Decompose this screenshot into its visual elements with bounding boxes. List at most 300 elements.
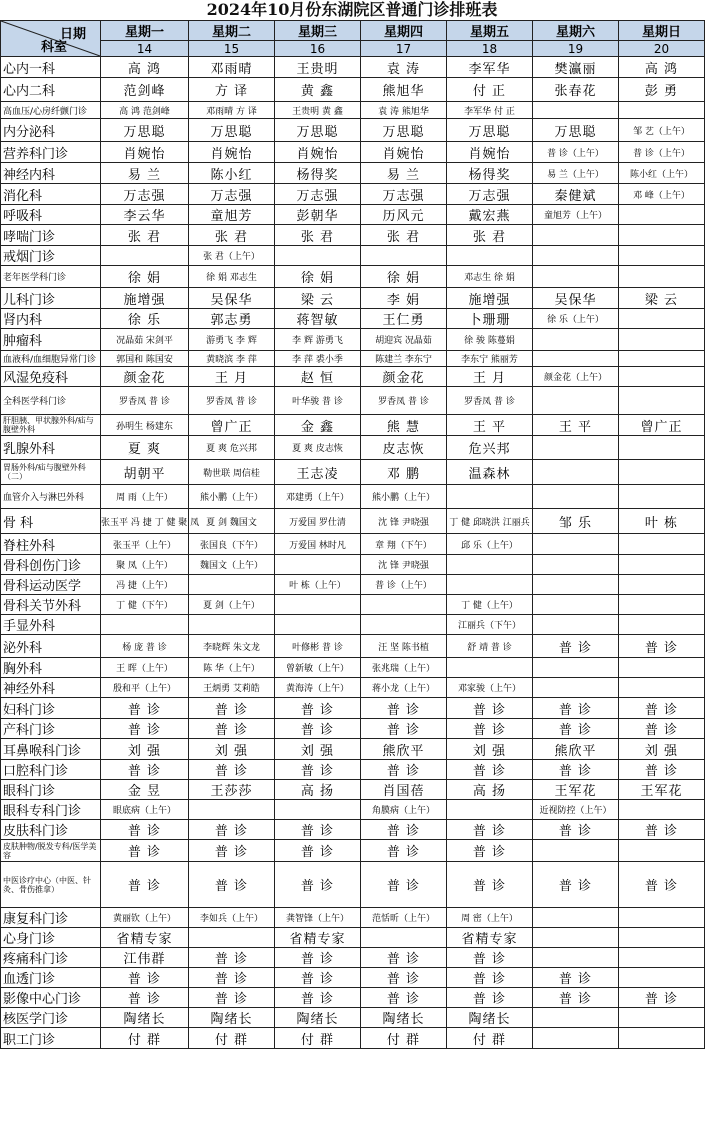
schedule-cell: 万志强: [447, 184, 533, 205]
schedule-cell: [619, 678, 705, 698]
schedule-cell: [619, 928, 705, 948]
dept-label: 科室: [41, 40, 68, 55]
schedule-cell: [619, 948, 705, 968]
schedule-cell: [619, 351, 705, 367]
schedule-cell: 罗香凤 普 诊: [189, 387, 275, 415]
table-row: [1, 142, 705, 163]
schedule-cell: 曾广正: [189, 415, 275, 436]
schedule-cell: [619, 266, 705, 288]
schedule-cell: 殷和平（上午）: [101, 678, 189, 698]
schedule-cell: 罗香凤 普 诊: [101, 387, 189, 415]
schedule-cell: 普 诊: [361, 948, 447, 968]
schedule-cell: 冯 捷（上午）: [101, 575, 189, 595]
department-name: 皮肤科门诊: [1, 820, 101, 840]
schedule-cell: 徐 娟: [101, 266, 189, 288]
schedule-cell: 童旭芳（上午）: [533, 205, 619, 225]
schedule-cell: 梁 云: [275, 288, 361, 309]
page-title: 2024年10月份东湖院区普通门诊排班表: [206, 0, 498, 19]
schedule-cell: 易 兰: [361, 163, 447, 184]
department-name: 儿科门诊: [1, 288, 101, 309]
schedule-cell: 普 诊: [447, 948, 533, 968]
schedule-cell: 黄丽钦（上午）: [101, 908, 189, 928]
table-row: [1, 635, 705, 658]
schedule-cell: 李东宁 熊丽芳: [447, 351, 533, 367]
schedule-cell: [619, 555, 705, 575]
schedule-cell: 叶 栋（上午）: [275, 575, 361, 595]
schedule-cell: 杨得奖: [447, 163, 533, 184]
schedule-cell: 普 诊: [189, 948, 275, 968]
schedule-cell: 陶绪长: [275, 1008, 361, 1028]
department-name: 疼痛科门诊: [1, 948, 101, 968]
date-number: 14: [101, 41, 189, 57]
schedule-cell: 徐 娟 邓志生: [189, 266, 275, 288]
schedule-cell: 蒋小龙（上午）: [361, 678, 447, 698]
schedule-cell: 皮志恢: [361, 436, 447, 460]
table-row: [1, 760, 705, 780]
department-name: 口腔科门诊: [1, 760, 101, 780]
schedule-cell: 普 诊: [275, 968, 361, 988]
schedule-cell: 罗香凤 普 诊: [447, 387, 533, 415]
schedule-body: [1, 57, 705, 1049]
schedule-cell: 陶绪长: [189, 1008, 275, 1028]
schedule-cell: 万爱国 林时凡: [275, 534, 361, 555]
schedule-cell: 徐 乐: [101, 309, 189, 329]
schedule-cell: [619, 534, 705, 555]
schedule-cell: 夏 爽: [101, 436, 189, 460]
schedule-cell: 普 诊: [361, 719, 447, 739]
table-row: [1, 329, 705, 351]
schedule-cell: [361, 615, 447, 635]
schedule-cell: [447, 555, 533, 575]
schedule-cell: 李如兵（上午）: [189, 908, 275, 928]
schedule-cell: 刘 强: [619, 739, 705, 760]
schedule-cell: 普 诊: [533, 760, 619, 780]
schedule-cell: 王 晖（上午）: [101, 658, 189, 678]
schedule-cell: 普 诊: [447, 820, 533, 840]
schedule-cell: [533, 266, 619, 288]
weekday-header: 星期日: [619, 21, 705, 41]
schedule-cell: 省精专家: [101, 928, 189, 948]
schedule-cell: 王仁勇: [361, 309, 447, 329]
schedule-cell: [619, 329, 705, 351]
schedule-cell: 付 群: [447, 1028, 533, 1049]
schedule-cell: 张 君（上午）: [189, 246, 275, 266]
schedule-cell: 历风元: [361, 205, 447, 225]
schedule-cell: 邓家骏（上午）: [447, 678, 533, 698]
schedule-cell: [447, 658, 533, 678]
table-row: [1, 509, 705, 534]
schedule-cell: 王炳勇 艾莉皓: [189, 678, 275, 698]
table-row: [1, 184, 705, 205]
schedule-cell: 普 诊: [619, 760, 705, 780]
schedule-cell: 肖婉怡: [275, 142, 361, 163]
schedule-cell: [619, 908, 705, 928]
schedule-cell: 高 扬: [275, 780, 361, 800]
schedule-cell: 金 鑫: [275, 415, 361, 436]
schedule-cell: [275, 555, 361, 575]
schedule-cell: [533, 595, 619, 615]
schedule-cell: 普 诊: [101, 988, 189, 1008]
schedule-cell: 丁 健（下午）: [101, 595, 189, 615]
schedule-cell: 张 君: [361, 225, 447, 246]
table-row: [1, 102, 705, 119]
schedule-cell: 普 诊: [101, 698, 189, 719]
schedule-cell: 勒世联 周信桂: [189, 460, 275, 485]
schedule-cell: 肖婉怡: [447, 142, 533, 163]
schedule-cell: [533, 1028, 619, 1049]
schedule-cell: 付 正: [447, 78, 533, 102]
table-row: [1, 266, 705, 288]
weekday-header: 星期二: [189, 21, 275, 41]
schedule-cell: 普 诊: [101, 968, 189, 988]
date-label: 日期: [59, 27, 86, 42]
schedule-cell: 李云华: [101, 205, 189, 225]
department-name: 高血压/心房纤颤门诊: [1, 102, 101, 119]
schedule-cell: [619, 485, 705, 509]
schedule-cell: 王 平: [447, 415, 533, 436]
department-name: 戒烟门诊: [1, 246, 101, 266]
schedule-cell: 李晓辉 朱文龙: [189, 635, 275, 658]
schedule-cell: 张春花: [533, 78, 619, 102]
schedule-cell: 邓 峰（上午）: [619, 184, 705, 205]
schedule-cell: 郭国和 陈国安: [101, 351, 189, 367]
schedule-cell: 王 平: [533, 415, 619, 436]
schedule-cell: 肖婉怡: [189, 142, 275, 163]
table-row: [1, 840, 705, 862]
schedule-cell: [101, 246, 189, 266]
schedule-cell: [619, 246, 705, 266]
schedule-cell: 沈 锋 尹晓强: [361, 509, 447, 534]
department-name: 风湿免疫科: [1, 367, 101, 387]
department-name: 中医诊疗中心（中医、针灸、骨伤推拿）: [1, 862, 101, 908]
department-name: 内分泌科: [1, 119, 101, 142]
schedule-cell: [447, 800, 533, 820]
schedule-cell: 普 诊: [361, 698, 447, 719]
schedule-cell: 普 诊: [619, 862, 705, 908]
schedule-cell: 万思聪: [101, 119, 189, 142]
schedule-cell: [619, 436, 705, 460]
schedule-cell: 普 诊: [533, 719, 619, 739]
schedule-cell: 万志强: [101, 184, 189, 205]
department-name: 乳腺外科: [1, 436, 101, 460]
table-row: [1, 436, 705, 460]
schedule-cell: 易 兰（上午）: [533, 163, 619, 184]
schedule-cell: 普 诊: [533, 862, 619, 908]
table-row: [1, 225, 705, 246]
schedule-cell: [533, 102, 619, 119]
schedule-cell: 陶绪长: [447, 1008, 533, 1028]
schedule-cell: [189, 615, 275, 635]
schedule-cell: 梁 云: [619, 288, 705, 309]
schedule-cell: 黄 鑫: [275, 78, 361, 102]
schedule-cell: 普 诊: [101, 760, 189, 780]
schedule-cell: 万志强: [275, 184, 361, 205]
schedule-cell: 陈建兰 李东宁: [361, 351, 447, 367]
department-name: 血透门诊: [1, 968, 101, 988]
department-name: 老年医学科门诊: [1, 266, 101, 288]
schedule-cell: 邓 鹏: [361, 460, 447, 485]
schedule-cell: 王 月: [447, 367, 533, 387]
schedule-cell: 万思聪: [447, 119, 533, 142]
schedule-cell: 江丽兵（下午）: [447, 615, 533, 635]
schedule-cell: 刘 强: [189, 739, 275, 760]
table-row: [1, 988, 705, 1008]
department-name: 心内一科: [1, 57, 101, 78]
schedule-cell: 熊小鹏（上午）: [361, 485, 447, 509]
schedule-cell: 方 译: [189, 78, 275, 102]
schedule-cell: 普 诊: [101, 862, 189, 908]
schedule-cell: 聚 凤（上午）: [101, 555, 189, 575]
schedule-cell: 邓雨晴: [189, 57, 275, 78]
schedule-cell: 张 君: [101, 225, 189, 246]
schedule-cell: [533, 575, 619, 595]
schedule-cell: 邹 艺（上午）: [619, 119, 705, 142]
schedule-cell: [447, 575, 533, 595]
schedule-cell: 彭 勇: [619, 78, 705, 102]
schedule-cell: 周 雨（上午）: [101, 485, 189, 509]
schedule-cell: 颜金花: [101, 367, 189, 387]
schedule-cell: 省精专家: [447, 928, 533, 948]
schedule-cell: 普 诊: [447, 719, 533, 739]
schedule-cell: [619, 968, 705, 988]
department-name: 泌外科: [1, 635, 101, 658]
schedule-cell: [533, 928, 619, 948]
department-name: 胃肠外科/疝与腹壁外科（二）: [1, 460, 101, 485]
schedule-cell: 陈小红（上午）: [619, 163, 705, 184]
schedule-cell: 张国良（下午）: [189, 534, 275, 555]
table-row: [1, 780, 705, 800]
schedule-cell: 叶 栋: [619, 509, 705, 534]
schedule-cell: 袁 涛: [361, 57, 447, 78]
department-name: 呼吸科: [1, 205, 101, 225]
date-number: 18: [447, 41, 533, 57]
schedule-cell: [275, 615, 361, 635]
table-row: [1, 615, 705, 635]
schedule-cell: 普 诊: [275, 988, 361, 1008]
schedule-cell: 熊欣平: [533, 739, 619, 760]
schedule-cell: 秦健斌: [533, 184, 619, 205]
table-row: [1, 1008, 705, 1028]
schedule-cell: 王军花: [619, 780, 705, 800]
schedule-cell: 黄晓滨 李 萍: [189, 351, 275, 367]
date-number: 20: [619, 41, 705, 57]
schedule-cell: 袁 涛 熊旭华: [361, 102, 447, 119]
schedule-cell: 夏 爽 危兴邦: [189, 436, 275, 460]
department-name: 皮肤肿物/脱发专科/医学美容: [1, 840, 101, 862]
schedule-cell: [101, 615, 189, 635]
schedule-cell: 胡迎宾 况晶茹: [361, 329, 447, 351]
schedule-cell: [533, 436, 619, 460]
schedule-cell: 王莎莎: [189, 780, 275, 800]
schedule-cell: 曾广正: [619, 415, 705, 436]
schedule-cell: 普 诊: [447, 760, 533, 780]
schedule-cell: [361, 246, 447, 266]
schedule-cell: [533, 678, 619, 698]
schedule-cell: 易 兰: [101, 163, 189, 184]
schedule-cell: 卜珊珊: [447, 309, 533, 329]
schedule-cell: 熊 慧: [361, 415, 447, 436]
schedule-cell: 普 诊: [361, 820, 447, 840]
schedule-cell: [619, 205, 705, 225]
schedule-cell: 蒋智敏: [275, 309, 361, 329]
schedule-cell: [619, 225, 705, 246]
schedule-cell: 章 翔（下午）: [361, 534, 447, 555]
schedule-cell: 颜金花（上午）: [533, 367, 619, 387]
schedule-cell: 童旭芳: [189, 205, 275, 225]
table-row: [1, 698, 705, 719]
schedule-cell: 付 群: [275, 1028, 361, 1049]
schedule-cell: 王志凌: [275, 460, 361, 485]
schedule-cell: 普 诊: [361, 840, 447, 862]
department-name: 肾内科: [1, 309, 101, 329]
department-name: 康复科门诊: [1, 908, 101, 928]
schedule-cell: [533, 329, 619, 351]
department-name: 骨科创伤门诊: [1, 555, 101, 575]
schedule-cell: 陶绪长: [361, 1008, 447, 1028]
schedule-cell: 张玉平（上午）: [101, 534, 189, 555]
schedule-cell: 普 诊: [447, 968, 533, 988]
schedule-cell: 况晶茹 宋剑平: [101, 329, 189, 351]
schedule-cell: 舒 靖 普 诊: [447, 635, 533, 658]
schedule-cell: 普 诊: [447, 862, 533, 908]
schedule-cell: 吴保华: [189, 288, 275, 309]
schedule-cell: 普 诊: [189, 719, 275, 739]
schedule-cell: [533, 225, 619, 246]
schedule-cell: 普 诊: [189, 698, 275, 719]
date-number: 17: [361, 41, 447, 57]
schedule-cell: 普 诊: [275, 862, 361, 908]
schedule-cell: 肖国蓓: [361, 780, 447, 800]
department-name: 神经外科: [1, 678, 101, 698]
schedule-cell: 邹 乐: [533, 509, 619, 534]
table-row: [1, 163, 705, 184]
table-row: [1, 948, 705, 968]
schedule-cell: 普 诊（上午）: [361, 575, 447, 595]
schedule-cell: 汪 坚 陈书植: [361, 635, 447, 658]
schedule-cell: 陈小红: [189, 163, 275, 184]
schedule-cell: [619, 595, 705, 615]
schedule-cell: 普 诊: [619, 988, 705, 1008]
schedule-cell: 李 辉 游勇飞: [275, 329, 361, 351]
schedule-cell: [619, 460, 705, 485]
schedule-cell: [275, 246, 361, 266]
schedule-cell: 近视防控（上午）: [533, 800, 619, 820]
schedule-cell: 张玉平 冯 捷 丁 健 聚 凤: [101, 509, 189, 534]
schedule-cell: [361, 595, 447, 615]
schedule-cell: 周 密（上午）: [447, 908, 533, 928]
schedule-cell: 普 诊: [361, 988, 447, 1008]
department-name: 心内二科: [1, 78, 101, 102]
department-name: 血管介入与淋巴外科: [1, 485, 101, 509]
schedule-cell: 普 诊: [275, 948, 361, 968]
schedule-cell: [275, 595, 361, 615]
schedule-cell: 普 诊: [101, 840, 189, 862]
schedule-cell: 黄海涛（上午）: [275, 678, 361, 698]
weekday-header: 星期五: [447, 21, 533, 41]
schedule-cell: 王贵明 黄 鑫: [275, 102, 361, 119]
schedule-cell: [275, 800, 361, 820]
schedule-cell: 付 群: [189, 1028, 275, 1049]
table-row: [1, 387, 705, 415]
schedule-cell: 施增强: [447, 288, 533, 309]
department-name: 产科门诊: [1, 719, 101, 739]
schedule-cell: 普 诊: [101, 820, 189, 840]
schedule-cell: 熊小鹏（上午）: [189, 485, 275, 509]
table-row: [1, 119, 705, 142]
schedule-cell: [619, 102, 705, 119]
schedule-cell: 普 诊: [275, 719, 361, 739]
date-number: 19: [533, 41, 619, 57]
schedule-cell: 游勇飞 李 辉: [189, 329, 275, 351]
table-row: [1, 928, 705, 948]
department-name: 心身门诊: [1, 928, 101, 948]
table-row: [1, 908, 705, 928]
schedule-cell: [533, 555, 619, 575]
department-name: 骨科运动医学: [1, 575, 101, 595]
weekday-header: 星期六: [533, 21, 619, 41]
schedule-cell: 普 诊: [447, 840, 533, 862]
department-name: 耳鼻喉科门诊: [1, 739, 101, 760]
schedule-cell: 邓建勇（上午）: [275, 485, 361, 509]
table-row: [1, 534, 705, 555]
schedule-cell: 李军华 付 正: [447, 102, 533, 119]
schedule-cell: 普 诊: [361, 760, 447, 780]
department-name: 肝胆胰、甲状腺外科/疝与腹壁外科: [1, 415, 101, 436]
schedule-cell: 徐 娟: [361, 266, 447, 288]
schedule-cell: 刘 强: [275, 739, 361, 760]
schedule-cell: 肖婉怡: [361, 142, 447, 163]
schedule-cell: 普 诊: [619, 635, 705, 658]
schedule-cell: 杨得奖: [275, 163, 361, 184]
department-name: 手显外科: [1, 615, 101, 635]
schedule-cell: 王军花: [533, 780, 619, 800]
schedule-cell: 吴保华: [533, 288, 619, 309]
schedule-cell: 温森林: [447, 460, 533, 485]
schedule-cell: 高 鸿: [101, 57, 189, 78]
schedule-cell: 熊欣平: [361, 739, 447, 760]
table-row: [1, 820, 705, 840]
table-row: [1, 862, 705, 908]
department-name: 胸外科: [1, 658, 101, 678]
table-row: [1, 485, 705, 509]
schedule-cell: 胡朝平: [101, 460, 189, 485]
schedule-cell: [619, 575, 705, 595]
schedule-cell: 张兆瑞（上午）: [361, 658, 447, 678]
schedule-cell: 徐 乐（上午）: [533, 309, 619, 329]
table-row: [1, 678, 705, 698]
schedule-cell: 丁 健 邱晓洪 江丽兵: [447, 509, 533, 534]
schedule-cell: 曾新敏（上午）: [275, 658, 361, 678]
schedule-cell: 邓雨晴 方 译: [189, 102, 275, 119]
schedule-cell: 龚智锋（上午）: [275, 908, 361, 928]
date-number: 15: [189, 41, 275, 57]
schedule-cell: 李 萍 裘小季: [275, 351, 361, 367]
schedule-cell: [447, 246, 533, 266]
schedule-cell: 普 诊: [101, 719, 189, 739]
schedule-cell: [619, 1008, 705, 1028]
schedule-cell: 普 诊: [533, 820, 619, 840]
schedule-cell: 普 诊: [447, 988, 533, 1008]
schedule-cell: 夏 剑 魏国文: [189, 509, 275, 534]
schedule-cell: 夏 剑（上午）: [189, 595, 275, 615]
schedule-cell: 高 鸿 范剑峰: [101, 102, 189, 119]
schedule-cell: 颜金花: [361, 367, 447, 387]
schedule-cell: 普 诊: [189, 862, 275, 908]
schedule-cell: [533, 534, 619, 555]
table-row: [1, 555, 705, 575]
schedule-cell: 万志强: [189, 184, 275, 205]
schedule-cell: [189, 928, 275, 948]
